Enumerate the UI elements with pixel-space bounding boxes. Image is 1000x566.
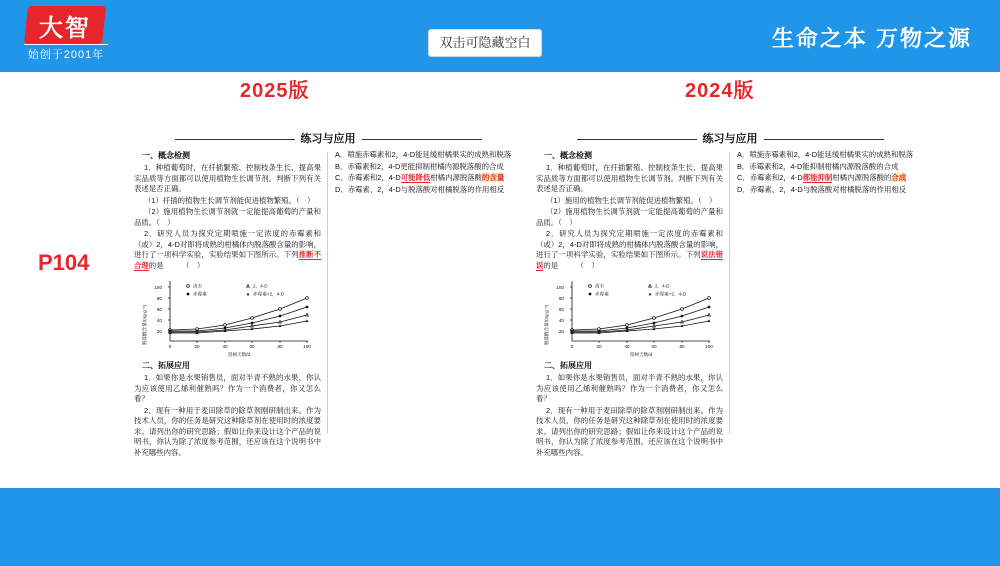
highlight-box: 合成 xyxy=(891,173,907,182)
svg-text:100: 100 xyxy=(154,285,162,290)
paragraph: （2）施用植物生长调节剂就一定能提高葡萄的产量和品质。（ ） xyxy=(134,207,321,227)
svg-text:20: 20 xyxy=(596,344,602,349)
abscisic-acid-line-chart xyxy=(136,275,316,357)
paragraph: （1）施用的植物生长调节剂能促进植物繁殖。（ ） xyxy=(546,195,717,205)
left-column xyxy=(536,150,723,457)
svg-text:0: 0 xyxy=(168,344,172,349)
svg-text:0: 0 xyxy=(570,344,574,349)
paragraph: （1）扦插的植物生长调节剂能促进植物繁殖。（ ） xyxy=(144,195,315,205)
paragraph: 1．种植葡萄时，在扦插繁殖、控制枝条生长、提高果实品质等方面都可以使用植物生长调节剂。判断下列有关表述是否正确。 xyxy=(536,163,723,193)
svg-text:赤霉素+2，4-D: 赤霉素+2，4-D xyxy=(655,291,687,297)
svg-text:2，4-D: 2，4-D xyxy=(253,283,268,289)
svg-text:100: 100 xyxy=(556,285,564,290)
highlight-box: 的含量 xyxy=(482,173,505,182)
logo-badge-shape xyxy=(24,6,106,44)
svg-text:2，4-D: 2，4-D xyxy=(655,283,670,289)
highlight-text: 说法错误 xyxy=(536,250,723,270)
panel-title-left: 练习与应用 xyxy=(128,130,528,146)
app-header xyxy=(0,0,1000,72)
svg-text:赤霉素+2，4-D: 赤霉素+2，4-D xyxy=(253,291,285,297)
svg-text:留树天数/d: 留树天数/d xyxy=(227,352,251,357)
option-c: C．赤霉素和2，4-D可能降低柑橘内源脱落酸的含量 xyxy=(335,173,505,182)
svg-text:脱落酸含量/(ng·g⁻¹): 脱落酸含量/(ng·g⁻¹) xyxy=(544,304,549,346)
logo-divider xyxy=(24,44,108,45)
option-d: D．赤霉素、2，4-D与脱落酸对柑橘脱落的作用相反 xyxy=(335,184,505,194)
svg-text:40: 40 xyxy=(624,344,630,349)
section-heading-extension: 二、拓展应用 xyxy=(142,361,190,370)
svg-text:脱落酸含量/(ng·g⁻¹): 脱落酸含量/(ng·g⁻¹) xyxy=(142,304,147,346)
option-a: A．喷施赤霉素和2，4-D能延缓柑橘果实的成熟和脱落 xyxy=(737,150,914,159)
option-b: B．赤霉素和2，4-D更能抑制柑橘内源脱落酸的合成 xyxy=(335,161,504,171)
svg-text:清水: 清水 xyxy=(193,283,203,289)
left-column xyxy=(134,150,321,457)
option-d: D．赤霉素、2，4-D与脱落酸对柑橘脱落的作用相反 xyxy=(737,184,907,194)
panel-title-right: 练习与应用 xyxy=(530,130,930,146)
svg-text:20: 20 xyxy=(194,344,200,349)
section-heading-concept: 一、概念检测 xyxy=(142,151,190,160)
svg-text:80: 80 xyxy=(156,296,162,301)
abscisic-acid-line-chart xyxy=(538,275,718,357)
highlight-text: 推断不合理 xyxy=(134,250,321,270)
svg-text:60: 60 xyxy=(651,344,657,349)
section-heading-extension: 二、拓展应用 xyxy=(544,361,592,370)
svg-text:赤霉素: 赤霉素 xyxy=(595,291,609,297)
svg-text:40: 40 xyxy=(156,318,162,323)
svg-text:80: 80 xyxy=(679,344,685,349)
option-b: B．赤霉素和2，4-D能抑制柑橘内源脱落酸的合成 xyxy=(737,161,899,171)
option-c: C．赤霉素和2，4-D都能抑制柑橘内源脱落酸的合成 xyxy=(737,173,907,182)
svg-text:80: 80 xyxy=(558,296,564,301)
page-number: P104 xyxy=(38,250,90,275)
svg-text:留树天数/d: 留树天数/d xyxy=(629,352,653,357)
svg-text:清水: 清水 xyxy=(595,283,605,289)
version-label-left: 2025版 xyxy=(240,80,310,102)
version-label-right: 2024版 xyxy=(685,80,755,102)
svg-text:20: 20 xyxy=(558,329,564,334)
right-column xyxy=(737,150,924,438)
svg-text:60: 60 xyxy=(558,307,564,312)
highlight-text: 可能降低 xyxy=(400,173,431,182)
right-column xyxy=(335,150,522,438)
logo-subtitle: 始创于2001年 xyxy=(27,49,105,61)
textbook-page-2024 xyxy=(530,130,930,457)
paragraph: 1．种植葡萄时，在扦插繁殖、控制枝条生长、提高果实品质等方面都可以使用植物生长调节剂。判断下列有关表述是否正确。 xyxy=(134,163,321,193)
svg-text:20: 20 xyxy=(156,329,162,334)
footer-band xyxy=(0,488,1000,566)
chart-svg xyxy=(538,275,718,357)
paragraph-question2: 2．研究人员为探究定期喷施一定浓度的赤霉素和（或）2，4-D对即将成熟的柑橘体内脱落酸含量的影响，进行了一项科学实验，实验结果如下图所示。下列推断不合理的是 （ ） xyxy=(134,229,321,270)
svg-text:80: 80 xyxy=(277,344,283,349)
svg-text:赤霉素: 赤霉素 xyxy=(193,291,207,297)
paragraph: 1．如果你是水果销售员，面对半青不熟的水果，你认为应该使用乙烯利催熟吗？作为一个消费者，你又怎么看？ xyxy=(536,373,723,403)
hide-blank-button[interactable]: 双击可隐藏空白 xyxy=(428,29,542,57)
section-heading-concept: 一、概念检测 xyxy=(544,151,592,160)
paragraph: 2．现有一种用于麦田除草的除草剂刚研制出来。作为技术人员，你的任务是研究这种除草剂在使用时的浓度要求。请列出你的研究思路；假如让你来设计这个产品的说明书，你认为除了浓度参考范围，还应该在这个说明书中补充哪些内容。 xyxy=(536,405,723,457)
logo-text: 大智 xyxy=(38,15,91,42)
header-slogan: 生命之本 万物之源 xyxy=(771,26,972,51)
svg-text:60: 60 xyxy=(249,344,255,349)
svg-text:100: 100 xyxy=(303,344,311,349)
option-a: A．喷施赤霉素和2，4-D能延缓柑橘果实的成熟和脱落 xyxy=(335,150,512,159)
paragraph: （2）施用植物生长调节剂就一定能提高葡萄的产量和品质。（ ） xyxy=(536,207,723,227)
chart-svg xyxy=(136,275,316,357)
paragraph-question2: 2．研究人员为探究定期喷施一定浓度的赤霉素和（或）2，4-D对即将成熟的柑橘体内脱落酸含量的影响，进行了一项科学实验，实验结果如下图所示。下列说法错误的是 （ ） xyxy=(536,229,723,270)
svg-text:40: 40 xyxy=(558,318,564,323)
paragraph: 2．现有一种用于麦田除草的除草剂刚研制出来。作为技术人员，你的任务是研究这种除草剂在使用时的浓度要求。请列出你的研究思路；假如让你来设计这个产品的说明书，你认为除了浓度参考范围，还应该在这个说明书中补充哪些内容。 xyxy=(134,405,321,457)
highlight-text: 都能抑制 xyxy=(802,173,833,182)
svg-text:100: 100 xyxy=(705,344,713,349)
paragraph: 1．如果你是水果销售员，面对半青不熟的水果，你认为应该使用乙烯利催熟吗？作为一个消费者，你又怎么看？ xyxy=(134,373,321,403)
svg-text:60: 60 xyxy=(156,307,162,312)
textbook-page-2025 xyxy=(128,130,528,457)
svg-text:40: 40 xyxy=(222,344,228,349)
brand-logo xyxy=(18,6,114,66)
